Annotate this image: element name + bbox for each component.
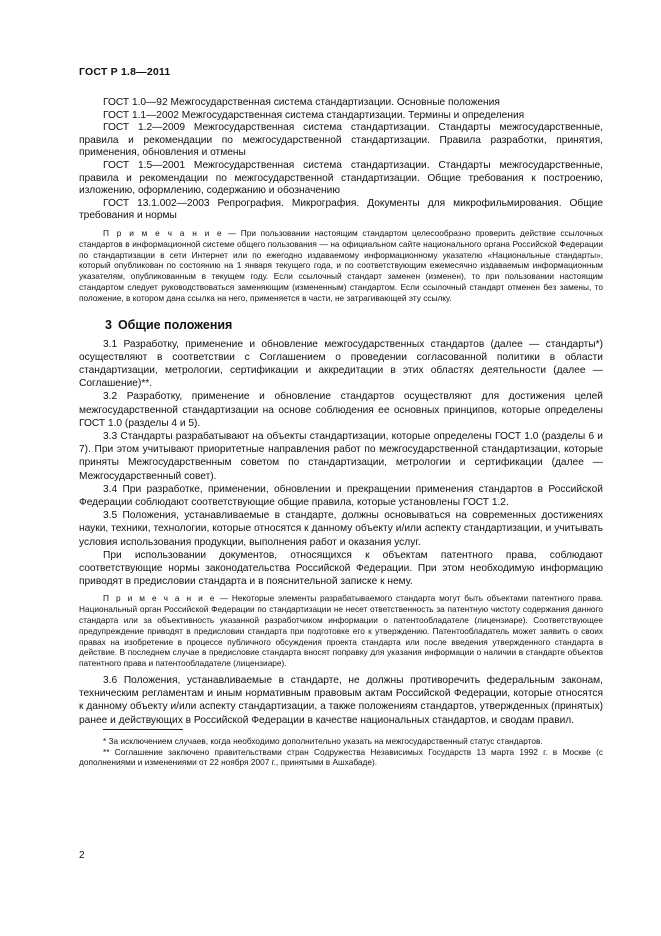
reference-item: ГОСТ 13.1.002—2003 Репрография. Микрография. Документы для микрофильмирования. Общие требования и нормы [79, 197, 603, 222]
section-heading [105, 318, 603, 332]
note-label: П р и м е ч а н и е [103, 227, 224, 238]
section-title: Общие положения [117, 317, 233, 332]
paragraph-3-2: 3.2 Разработку, применение и обновление стандартов осуществляют для достижения целей межгосударственной стандартизации на основе соблюдения ее основных принципов, которые определены ГОСТ 1.0 (разделы 4 и 5). [79, 391, 603, 429]
footnote-separator [103, 729, 183, 730]
paragraph-3-5: 3.5 Положения, устанавливаемые в стандарте, должны основываться на современных достижениях науки, техники, технологии, которые относятся к данному объекту и/или аспекту стандартизации, и учитывать условия использования продукции, выполнения работ и оказания услуг. [79, 510, 603, 548]
paragraph-3-1: 3.1 Разработку, применение и обновление межгосударственных стандартов (далее — стандарты*) осуществляют в соответствии с Соглашением о проведении согласованной политики в области стандартизации, метрологии, сертификации и аккредитации в этих областях деятельности (далее — Соглашение)**. [79, 338, 603, 390]
reference-item: ГОСТ 1.1—2002 Межгосударственная система стандартизации. Термины и определения [103, 109, 525, 121]
paragraph-3-6: 3.6 Положения, устанавливаемые в стандарте, не должны противоречить федеральным законам, техническим регламентам и иным нормативным правовым актам Российской Федерации, которые относятся к данному объекту и/или аспекту стандартизации, а также положениям стандартов, утвержденных (принятых) ранее и действующих в Российской Федерации в качестве национальных стандартов, и сводам правил. [79, 674, 603, 726]
footnote-1: * За исключением случаев, когда необходимо дополнительно указать на межгосударственный статус стандартов. [103, 735, 543, 746]
paragraph-3-3: 3.3 Стандарты разрабатывают на объекты стандартизации, которые определены ГОСТ 1.0 (разделы 6 и 7). При этом учитывают приоритетные направления работ по межгосударственной стандартизации, которые приняты Межгосударственным советом по стандартизации, метрологии и сертификации (далее — Межгосударственный совет). [79, 430, 603, 482]
note-text: — Некоторые элементы разрабатываемого стандарта могут быть объектами патентного права. Национальный орган Российской Федерации по стандартизации не несет ответственность за патентную чистоту содержания данного стандарта или за объективность указанной разработчиком информации о патентообладателе (лицензиаре). Соответствующее предупреждение приводят в предисловии стандарта при подготовке его к утверждению. Патентообладатель может заявить о своих правах на изобретение в процессе публичного обсуждения проекта стандарта или после введения утвержденного стандарта в действие. В последнем случае в предисловие стандарта вносят поправку для указания информации о наличии в стандарте объектов патентного права и патентообладателе (лицензиаре). [79, 593, 603, 669]
note-references [79, 228, 603, 304]
page-content [79, 97, 603, 768]
note-patent [79, 593, 603, 669]
paragraph-3-4: 3.4 При разработке, применении, обновлении и прекращении применения стандартов в Российской Федерации соблюдают соответствующие общие правила, которые установлены ГОСТ 1.2. [79, 483, 603, 508]
reference-item: ГОСТ 1.5—2001 Межгосударственная система стандартизации. Стандарты межгосударственные, правила и рекомендации по межгосударственной стандартизации. Общие требования к построению, изложению, оформлению, содержанию и обозначению [79, 159, 603, 197]
page-number: 2 [79, 850, 85, 861]
page-header: ГОСТ Р 1.8—2011 [79, 66, 171, 78]
reference-item: ГОСТ 1.2—2009 Межгосударственная система стандартизации. Стандарты межгосударственные, правила и рекомендации по межгосударственной стандартизации. Правила разработки, принятия, применения, обновления и отмены [79, 122, 603, 159]
paragraph-patent: При использовании документов, относящихся к объектам патентного права, соблюдают соответствующие нормы законодательства Российской Федерации. При этом необходимую информацию приводят в предисловии стандарта и в пояснительной записке к нему. [79, 549, 603, 588]
reference-item: ГОСТ 1.0—92 Межгосударственная система стандартизации. Основные положения [103, 97, 500, 108]
note-text: — При пользовании настоящим стандартом целесообразно проверить действие ссылочных стандартов в информационной системе общего пользования — на официальном сайте национального органа Российской Федерации по стандартизации в сети Интернет или по ежегодно издаваемому информационному указателю «Национальные стандарты», который опубликован по состоянию на 1 января текущего года, и по соответствующим ежемесячно издаваемым информационным указателям, опубликованным в текущем году. Если ссылочный стандарт заменен (изменен), то при пользовании настоящим стандартом следует руководствоваться заменяющим (измененным) стандартом. Если ссылочный стандарт отменен без замены, то положение, в котором дана ссылка на него, применяется в части, не затрагивающей эту ссылку. [79, 227, 603, 303]
section-number: 3 [105, 317, 112, 332]
footnote-2: ** Соглашение заключено правительствами стран Содружества Независимых Государств 13 марта 1992 г. в Москве (с дополнениями и изменениями от 22 ноября 2007 г., принятыми в Ашхабаде). [79, 746, 603, 768]
note-label: П р и м е ч а н и е [103, 593, 216, 604]
